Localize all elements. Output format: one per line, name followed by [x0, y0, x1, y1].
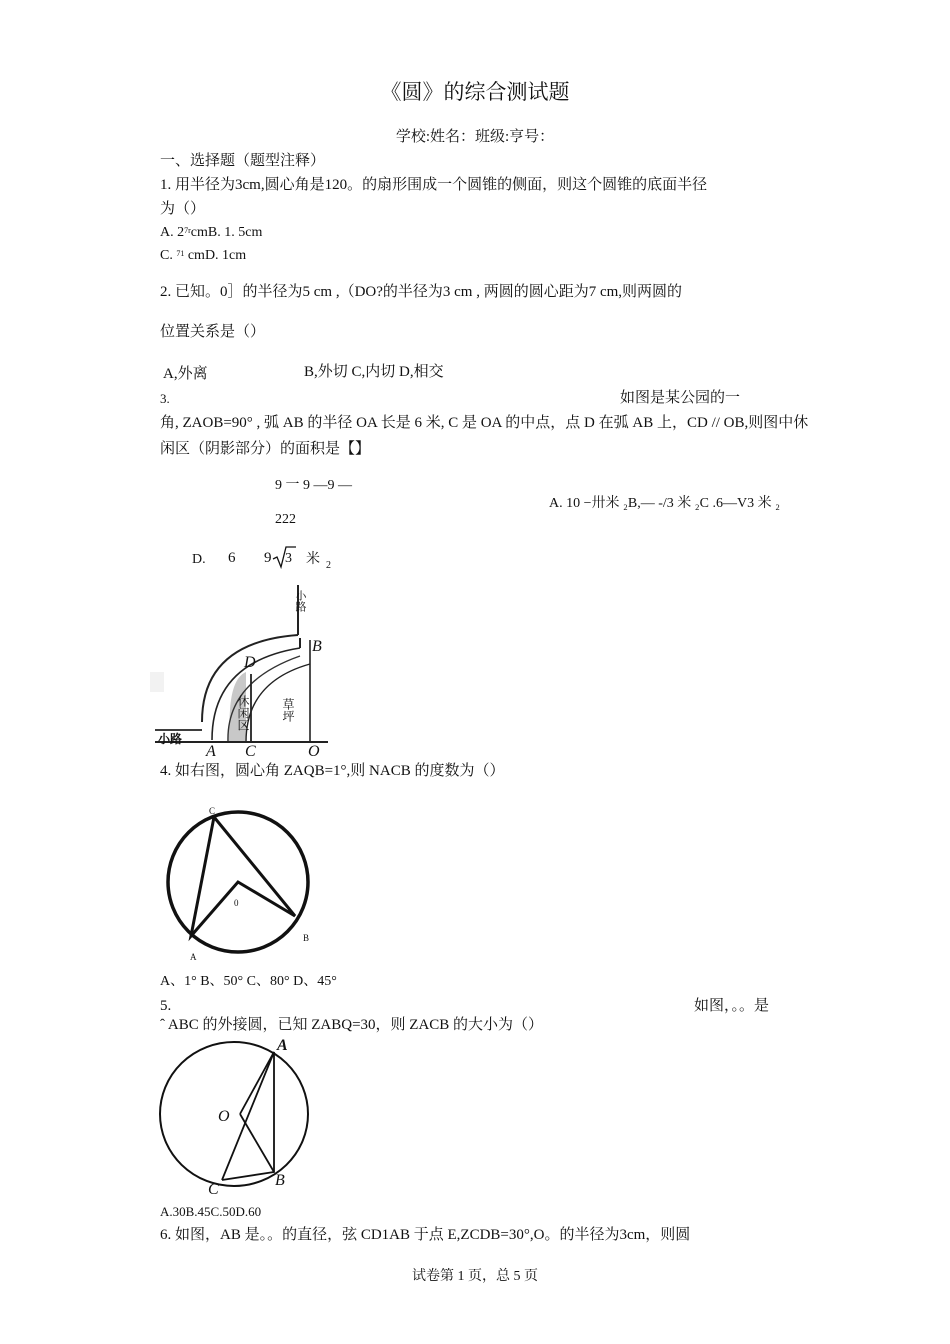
- q4-label-b: B: [303, 933, 310, 943]
- q1-options-cd: C. $^{71}$ cmD. 1cm: [160, 248, 247, 263]
- q5-label-o: O: [218, 1108, 230, 1125]
- sqrt-symbol: [271, 544, 297, 570]
- label-b: B: [312, 638, 322, 655]
- q3-fraction-top: 9 一 9 —9 —: [275, 478, 352, 493]
- q4-label-o: 0: [234, 898, 239, 908]
- q4-options: A、1° B、50° C、80° D、45°: [160, 974, 337, 989]
- section-heading: 一、选择题（题型注释）: [160, 153, 326, 169]
- q3-option-d-label: D.: [192, 552, 206, 567]
- q3-stem-cont: 角, ZAOB=90° , 弧 AB 的半径 OA 长是 6 米, C 是 OA 的中点，点 D 在弧 AB 上，CD // OB,则图中休: [160, 415, 809, 431]
- q5-label-c: C: [208, 1181, 219, 1198]
- label-rest-area: 休闲区: [236, 695, 250, 731]
- label-a: A: [206, 743, 216, 760]
- q2-stem: 2. 已知。0］的半径为5 cm ,（DO?的半径为3 cm , 两圆的圆心距为7 cm,则两圆的: [160, 284, 683, 300]
- q1-stem-cont: 为（）: [160, 201, 206, 217]
- q2-option-a: A,外离: [163, 366, 208, 382]
- q4-label-a: A: [190, 952, 197, 962]
- q5-stem-cont: ˆ ABC 的外接圆，已知 ZABQ=30，则 ZACB 的大小为（）: [160, 1017, 544, 1033]
- q3-options-abc: A. 10 −卅米 ₂B,— -/3 米 ₂C .6—V3 米 ₂: [549, 496, 780, 511]
- q5-label-b: B: [275, 1172, 285, 1189]
- label-lawn: 草坪: [281, 698, 295, 722]
- q5-number: 5.: [160, 998, 172, 1014]
- q3-stem: 如图是某公园的一: [620, 390, 741, 406]
- circle-figure-q5: [156, 1036, 316, 1196]
- label-path-top: 小路: [294, 590, 307, 612]
- q3-stem-end: 闲区（阴影部分）的面积是【】: [160, 441, 371, 457]
- page-footer: 试卷第 1 页，总 5 页: [412, 1269, 538, 1284]
- q6-stem: 6. 如图，AB 是。。的直径，弦 CD1AB 于点 E,ZCDB=30°,O。的半径为3cm，则圆: [160, 1227, 691, 1243]
- q3-number: 3.: [160, 391, 170, 406]
- label-c: C: [245, 743, 256, 760]
- page-subtitle: 学校:姓名：班级:亨号：: [395, 129, 555, 145]
- q5-label-a: A: [277, 1037, 288, 1054]
- page-title: 《圆》的综合测试题: [380, 80, 570, 104]
- q3-option-d-b: 9: [264, 550, 272, 566]
- label-path-left: 小路: [158, 732, 183, 746]
- label-d: D: [244, 654, 256, 671]
- q3-option-d-unit: 米: [306, 552, 320, 567]
- q2-options-bcd: B,外切 C,内切 D,相交: [304, 364, 444, 380]
- q4-label-c: C: [209, 806, 216, 816]
- q2-stem-cont: 位置关系是（）: [160, 324, 266, 340]
- q3-fraction-bottom: 222: [275, 512, 296, 527]
- label-o: O: [308, 743, 320, 760]
- q3-option-d-sub: 2: [326, 560, 331, 571]
- q5-stem: 如图，。。是: [694, 998, 770, 1014]
- q1-stem: 1. 用半径为3cm,圆心角是120。的扇形围成一个圆锥的侧面，则这个圆锥的底面半径: [160, 177, 708, 193]
- q3-option-d-a: 6: [228, 550, 236, 566]
- q1-options-ab: A. $2^{7r}cmB$. 1. 5cm: [160, 225, 263, 240]
- q5-options: A.30B.45C.50D.60: [160, 1204, 262, 1219]
- q3-option-d-root: 3: [285, 551, 292, 566]
- q4-stem: 4. 如右图，圆心角 ZAQB=1°,则 NACB 的度数为（）: [160, 763, 505, 779]
- circle-figure-q4: [160, 800, 320, 960]
